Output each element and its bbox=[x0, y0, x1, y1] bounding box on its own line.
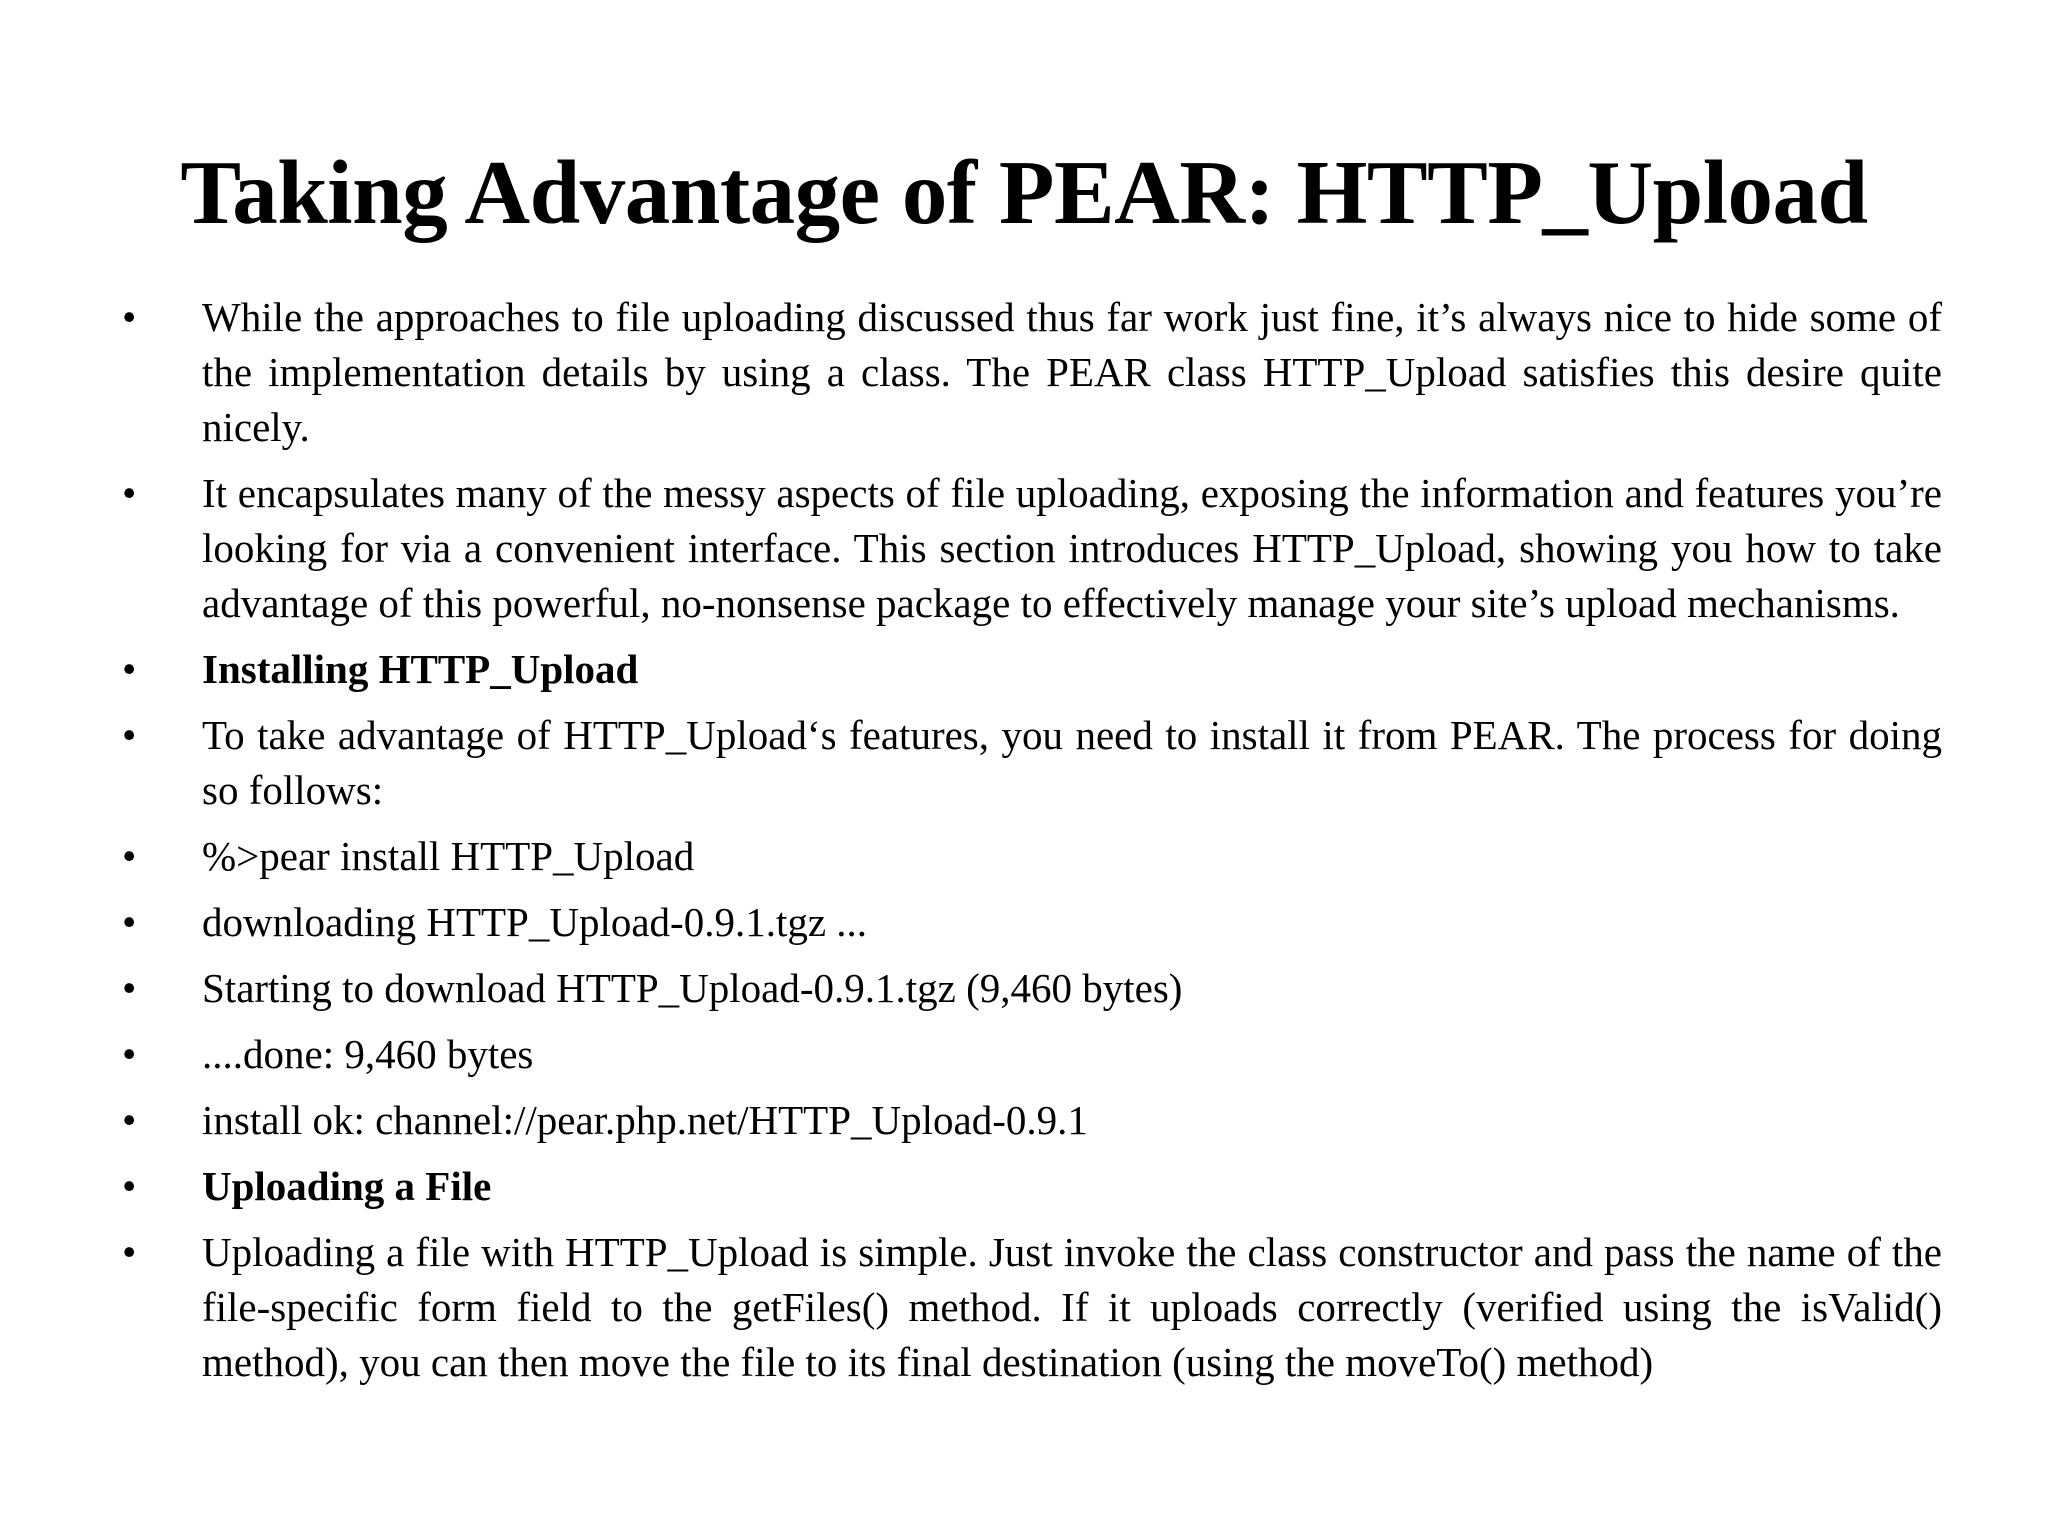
bullet-item bbox=[122, 895, 1942, 950]
bullet-icon: • bbox=[122, 899, 137, 945]
bullet-item bbox=[122, 829, 1942, 884]
bullet-text: ....done: 9,460 bytes bbox=[202, 1031, 534, 1077]
bullet-item bbox=[122, 1027, 1942, 1082]
bullet-icon: • bbox=[122, 470, 137, 516]
bullet-icon: • bbox=[122, 1163, 137, 1209]
bullet-item bbox=[122, 1225, 1942, 1390]
bullet-icon: • bbox=[122, 712, 137, 758]
bullet-text: downloading HTTP_Upload-0.9.1.tgz ... bbox=[202, 899, 868, 945]
bullet-item bbox=[122, 708, 1942, 818]
bullet-icon: • bbox=[122, 1031, 137, 1077]
bullet-icon: • bbox=[122, 1229, 137, 1275]
bullet-icon: • bbox=[122, 294, 137, 340]
bullet-item bbox=[122, 466, 1942, 631]
bullet-list bbox=[122, 290, 1942, 1401]
section-heading-installing: Installing HTTP_Upload bbox=[202, 646, 639, 692]
bullet-text: Uploading a file with HTTP_Upload is simple. Just invoke the class constructor and pass the name of the file-specific form field to the getFiles() method. If it uploads correctly (verified using the isValid() method), you can then move the file to its final destination (using the moveTo() method) bbox=[202, 1229, 1942, 1385]
bullet-text: While the approaches to file uploading discussed thus far work just fine, it’s always nice to hide some of the implementation details by using a class. The PEAR class HTTP_Upload satisfies this desire quite nicely. bbox=[202, 294, 1942, 450]
slide-title: Taking Advantage of PEAR: HTTP_Upload bbox=[180, 142, 1868, 243]
bullet-icon: • bbox=[122, 646, 137, 692]
bullet-text: install ok: channel://pear.php.net/HTTP_Upload-0.9.1 bbox=[202, 1097, 1088, 1143]
bullet-text: It encapsulates many of the messy aspects of file uploading, exposing the information and features you’re looking for via a convenient interface. This section introduces HTTP_Upload, showing you how to take advantage of this powerful, no-nonsense package to effectively manage your site’s upload mechanisms. bbox=[202, 470, 1942, 626]
bullet-icon: • bbox=[122, 1097, 137, 1143]
bullet-text: %>pear install HTTP_Upload bbox=[202, 833, 695, 879]
bullet-icon: • bbox=[122, 833, 137, 879]
bullet-text: Starting to download HTTP_Upload-0.9.1.tgz (9,460 bytes) bbox=[202, 965, 1183, 1011]
bullet-item-heading bbox=[122, 1159, 1942, 1214]
bullet-item bbox=[122, 1093, 1942, 1148]
bullet-item bbox=[122, 290, 1942, 455]
section-heading-uploading: Uploading a File bbox=[202, 1163, 492, 1209]
bullet-item-heading bbox=[122, 642, 1942, 697]
bullet-item bbox=[122, 961, 1942, 1016]
bullet-icon: • bbox=[122, 965, 137, 1011]
bullet-text: To take advantage of HTTP_Upload‘s features, you need to install it from PEAR. The process for doing so follows: bbox=[202, 712, 1942, 813]
